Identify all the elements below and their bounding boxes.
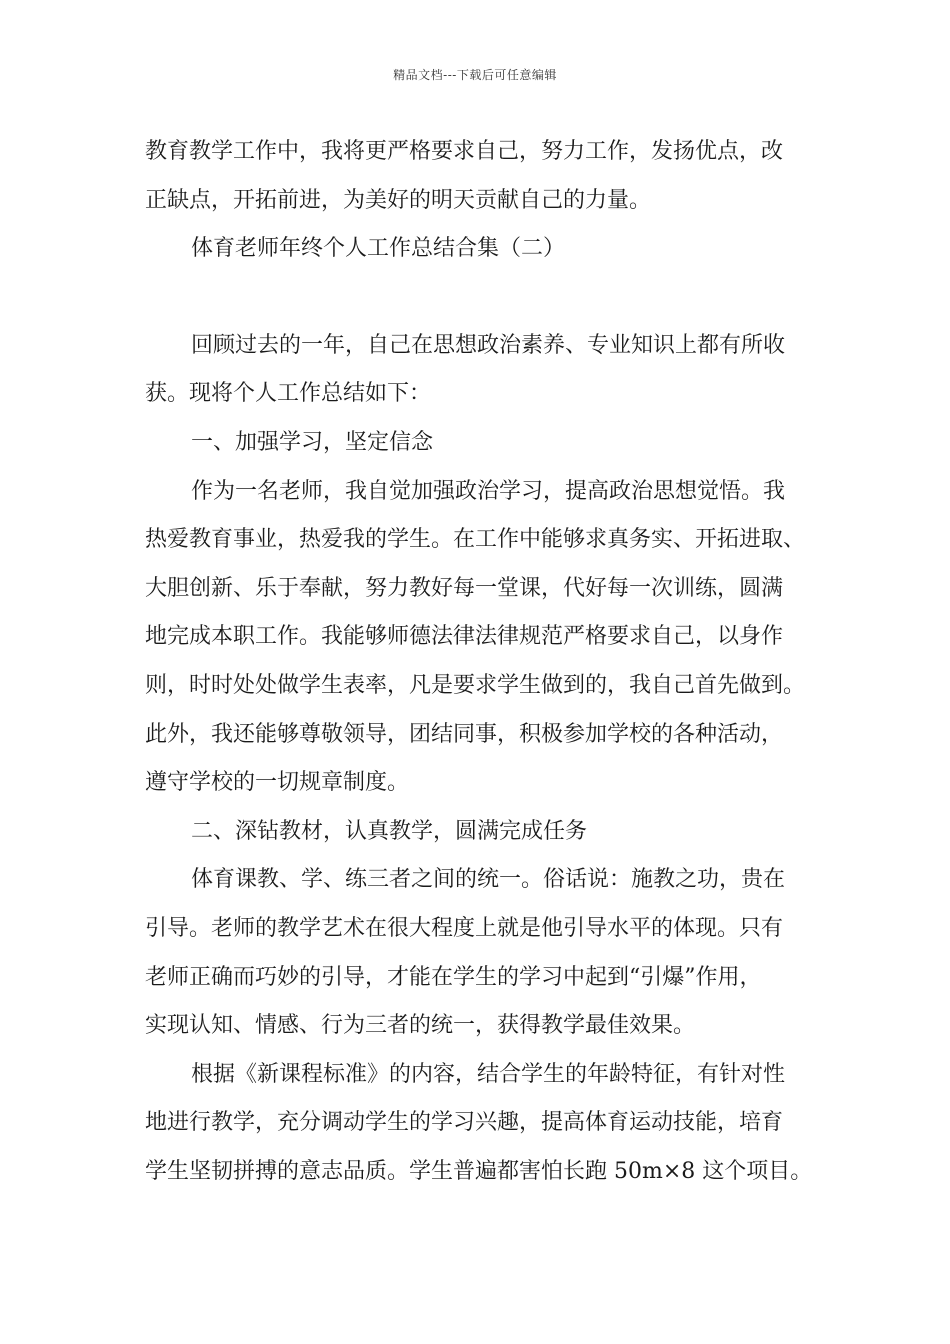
paragraph-line: 引导。老师的教学艺术在很大程度上就是他引导水平的体现。只有 bbox=[145, 915, 784, 941]
paragraph-line: 正缺点，开拓前进，为美好的明天贡献自己的力量。 bbox=[145, 187, 652, 213]
paragraph-line: 地完成本职工作。我能够师德法律法律规范严格要求自己，以身作 bbox=[145, 624, 784, 650]
paragraph-line: 学生坚韧拼搏的意志品质。学生普遍都害怕长跑 50m×8 这个项目。 bbox=[145, 1158, 813, 1184]
paragraph-line: 获。现将个人工作总结如下： bbox=[145, 381, 432, 407]
paragraph-line: 作为一名老师，我自觉加强政治学习，提高政治思想觉悟。我 bbox=[191, 478, 786, 504]
spacer bbox=[145, 274, 825, 322]
paragraph-line: 根据《新课程标准》的内容，结合学生的年龄特征，有针对性 bbox=[191, 1061, 786, 1087]
document-body bbox=[145, 128, 825, 1196]
paragraph-line: 老师正确而巧妙的引导，才能在学生的学习中起到“引爆”作用， bbox=[145, 964, 762, 990]
paragraph-line: 实现认知、情感、行为三者的统一，获得教学最佳效果。 bbox=[145, 1013, 696, 1039]
paragraph-line: 热爱教育事业，热爱我的学生。在工作中能够求真务实、开拓进取、 bbox=[145, 527, 806, 553]
paragraph-line: 地进行教学，充分调动学生的学习兴趣，提高体育运动技能，培育 bbox=[145, 1110, 784, 1136]
section-title: 体育老师年终个人工作总结合集（二） bbox=[191, 236, 566, 262]
paragraph-line: 此外，我还能够尊敬领导，团结同事，积极参加学校的各种活动， bbox=[145, 721, 784, 747]
section-heading: 一、加强学习，坚定信念 bbox=[191, 429, 434, 455]
section-heading: 二、深钻教材，认真教学，圆满完成任务 bbox=[191, 818, 588, 844]
paragraph-line: 大胆创新、乐于奉献，努力教好每一堂课，代好每一次训练，圆满 bbox=[145, 575, 784, 601]
paragraph-line: 回顾过去的一年，自己在思想政治素养、专业知识上都有所收 bbox=[191, 332, 786, 358]
paragraph-line: 则，时时处处做学生表率，凡是要求学生做到的，我自己首先做到。 bbox=[145, 672, 806, 698]
page-header: 精品文档---下载后可任意编辑 bbox=[393, 68, 557, 82]
paragraph-line: 体育课教、学、练三者之间的统一。俗话说：施教之功，贵在 bbox=[191, 867, 786, 893]
paragraph-line: 教育教学工作中，我将更严格要求自己，努力工作，发扬优点，改 bbox=[145, 139, 784, 164]
paragraph-line: 遵守学校的一切规章制度。 bbox=[145, 770, 410, 796]
